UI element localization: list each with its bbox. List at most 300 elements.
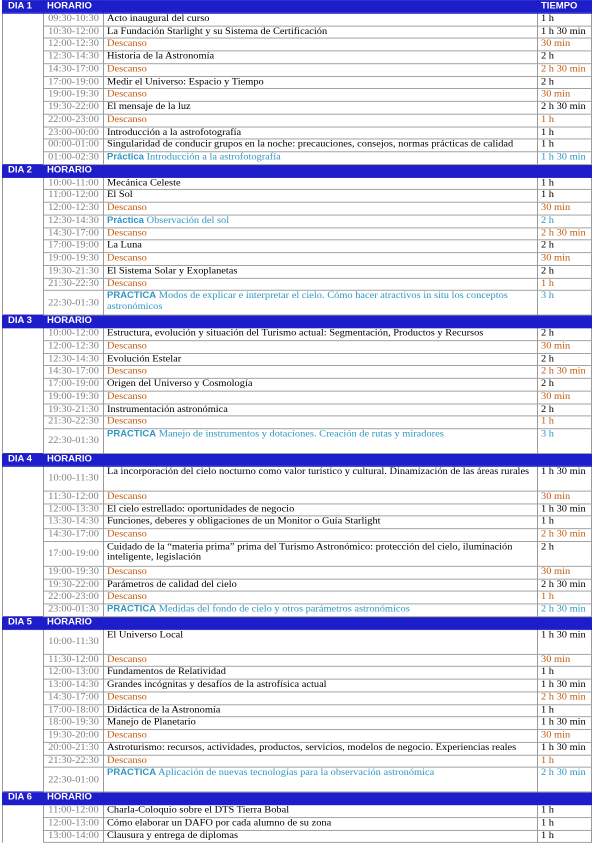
day-spacer-cell	[3, 391, 44, 404]
activity-cell	[104, 177, 538, 190]
time-cell: 22:30-01:00	[44, 767, 104, 792]
activity-text: Descanso	[107, 529, 147, 540]
duration-cell: 2 h	[538, 265, 592, 278]
activity-cell	[104, 366, 538, 379]
time-cell: 12:30-14:30	[44, 353, 104, 366]
duration-cell: 1 h	[538, 139, 592, 152]
activity-cell	[104, 152, 538, 165]
duration-cell: 2 h	[538, 404, 592, 417]
day-spacer-cell	[3, 13, 44, 26]
time-cell: 17:00-19:00	[44, 541, 104, 566]
time-cell: 00:00-01:00	[44, 139, 104, 152]
break-row	[3, 391, 592, 404]
time-cell: 22:00-23:00	[44, 591, 104, 604]
time-cell: 14:30-17:00	[44, 64, 104, 77]
activity-text: La incorporación del cielo nocturno como valor turístico y cultural. Dinamización de las áreas rurales	[107, 466, 530, 477]
activity-text: Descanso	[107, 391, 147, 402]
activity-text: Descanso	[107, 227, 147, 238]
session-row	[3, 76, 592, 89]
practice-row	[3, 429, 592, 454]
activity-text: El Sistema Solar y Exoplanetas	[107, 265, 238, 276]
day-spacer-cell	[3, 378, 44, 391]
activity-cell	[104, 692, 538, 705]
day-spacer-cell	[3, 817, 44, 830]
activity-cell	[104, 579, 538, 592]
duration-cell: 3 h	[538, 290, 592, 315]
activity-cell	[104, 240, 538, 253]
duration-cell: 2 h	[538, 378, 592, 391]
practice-row	[3, 215, 592, 228]
time-cell: 19:30-22:00	[44, 579, 104, 592]
session-row	[3, 466, 592, 491]
time-cell: 14:30-17:00	[44, 529, 104, 542]
time-cell: 14:30-17:00	[44, 366, 104, 379]
day-spacer-cell	[3, 290, 44, 315]
activity-cell	[104, 215, 538, 228]
time-cell: 10:00-11:30	[44, 466, 104, 491]
session-row	[3, 817, 592, 830]
time-cell: 17:00-19:00	[44, 240, 104, 253]
duration-cell: 1 h	[538, 177, 592, 190]
practice-row	[3, 604, 592, 617]
day-spacer-cell	[3, 491, 44, 504]
activity-cell	[104, 704, 538, 717]
time-cell: 11:00-12:00	[44, 805, 104, 818]
activity-text: Manejo de Planetario	[107, 717, 196, 728]
activity-text: Descanso	[107, 416, 147, 427]
practice-row	[3, 767, 592, 792]
activity-text: Medidas del fondo de cielo y otros parámetros astronómicos	[158, 604, 410, 615]
break-row	[3, 38, 592, 51]
time-cell: 13:30-14:30	[44, 516, 104, 529]
activity-text: Charla-Coloquio sobre el DTS Tierra Bobal	[107, 805, 290, 816]
activity-text: El cielo estrellado: oportunidades de negocio	[107, 503, 295, 515]
day-label: DIA 4	[3, 454, 44, 467]
time-cell: 10:00-12:00	[44, 328, 104, 341]
practice-keyword: PRÁCTICA	[107, 767, 157, 778]
time-cell: 01:00-02:30	[44, 152, 104, 165]
break-row	[3, 114, 592, 127]
time-cell: 12:00-13:00	[44, 667, 104, 680]
session-row	[3, 579, 592, 592]
day-spacer-cell	[3, 26, 44, 39]
activity-text: Descanso	[107, 202, 147, 213]
schedule-body	[3, 0, 592, 842]
break-row	[3, 529, 592, 542]
time-cell: 14:30-17:00	[44, 227, 104, 240]
activity-cell	[104, 76, 538, 89]
activity-cell	[104, 491, 538, 504]
activity-text: Descanso	[107, 89, 147, 100]
time-cell: 17:00-19:00	[44, 76, 104, 89]
session-row	[3, 667, 592, 680]
duration-column-header	[538, 617, 592, 630]
activity-cell	[104, 127, 538, 140]
duration-cell: 1 h	[538, 805, 592, 818]
break-row	[3, 692, 592, 705]
duration-cell: 1 h 30 min	[538, 629, 592, 654]
day-spacer-cell	[3, 805, 44, 818]
day-spacer-cell	[3, 404, 44, 417]
time-cell: 23:00-00:00	[44, 127, 104, 140]
day-spacer-cell	[3, 51, 44, 64]
duration-cell: 30 min	[538, 38, 592, 51]
activity-cell	[104, 429, 538, 454]
time-cell: 10:00-11:30	[44, 629, 104, 654]
duration-column-header	[538, 792, 592, 805]
session-row	[3, 704, 592, 717]
practice-row	[3, 290, 592, 315]
day-spacer-cell	[3, 541, 44, 566]
session-row	[3, 26, 592, 39]
day-header-row	[3, 454, 592, 467]
activity-text: La Luna	[107, 240, 142, 251]
activity-text: Descanso	[107, 591, 147, 602]
duration-cell: 30 min	[538, 89, 592, 102]
activity-cell	[104, 190, 538, 203]
activity-cell	[104, 340, 538, 353]
activity-text: El mensaje de la luz	[107, 101, 191, 112]
duration-cell: 2 h 30 min	[538, 529, 592, 542]
break-row	[3, 227, 592, 240]
duration-cell: 2 h 30 min	[538, 101, 592, 114]
time-cell: 21:30-22:30	[44, 278, 104, 291]
session-row	[3, 240, 592, 253]
activity-column-header	[104, 792, 538, 805]
duration-cell: 1 h	[538, 127, 592, 140]
session-row	[3, 139, 592, 152]
activity-text: Didáctica de la Astronomía	[107, 704, 221, 715]
day-label: DIA 2	[3, 164, 44, 177]
duration-cell: 1 h	[538, 704, 592, 717]
day-spacer-cell	[3, 529, 44, 542]
day-header-row	[3, 315, 592, 328]
activity-text: Clausura y entrega de diplomas	[107, 830, 238, 841]
day-spacer-cell	[3, 215, 44, 228]
day-spacer-cell	[3, 278, 44, 291]
time-cell: 18:00-19:30	[44, 717, 104, 730]
activity-cell	[104, 265, 538, 278]
duration-cell: 1 h	[538, 830, 592, 843]
activity-text: Funciones, deberes y obligaciones de un Monitor o Guía Starlight	[107, 516, 381, 527]
practice-row	[3, 152, 592, 165]
activity-cell	[104, 139, 538, 152]
activity-cell	[104, 830, 538, 843]
day-label: DIA 3	[3, 315, 44, 328]
break-row	[3, 202, 592, 215]
activity-text: Introducción a la astrofotografía	[146, 152, 281, 163]
duration-column-header	[538, 315, 592, 328]
day-label: DIA 5	[3, 617, 44, 630]
day-spacer-cell	[3, 353, 44, 366]
time-cell: 21:30-22:30	[44, 755, 104, 768]
break-row	[3, 366, 592, 379]
time-column-header: HORARIO	[44, 617, 104, 630]
activity-text: Descanso	[107, 38, 147, 49]
break-row	[3, 89, 592, 102]
duration-cell: 1 h	[538, 817, 592, 830]
time-cell: 19:00-19:30	[44, 391, 104, 404]
activity-text: Manejo de instrumentos y dotaciones. Creación de rutas y miradores	[158, 429, 444, 440]
session-row	[3, 805, 592, 818]
activity-text: Descanso	[107, 114, 147, 125]
day-spacer-cell	[3, 742, 44, 755]
day-spacer-cell	[3, 654, 44, 667]
time-column-header: HORARIO	[44, 792, 104, 805]
time-cell: 23:00-01:30	[44, 604, 104, 617]
duration-column-header: TIEMPO	[538, 0, 592, 13]
activity-text: Modos de explicar e interpretar el cielo. Cómo hacer atractivos in situ los conceptos astronómicos	[107, 290, 508, 312]
activity-cell	[104, 654, 538, 667]
day-spacer-cell	[3, 152, 44, 165]
duration-cell: 2 h 30 min	[538, 604, 592, 617]
duration-cell: 2 h 30 min	[538, 64, 592, 77]
day-spacer-cell	[3, 516, 44, 529]
break-row	[3, 491, 592, 504]
day-header-row	[3, 792, 592, 805]
activity-cell	[104, 64, 538, 77]
time-cell: 22:30-01:30	[44, 290, 104, 315]
activity-column-header	[104, 454, 538, 467]
day-header-row	[3, 617, 592, 630]
activity-text: Descanso	[107, 730, 147, 741]
duration-cell: 2 h	[538, 328, 592, 341]
activity-text: Descanso	[107, 278, 147, 289]
day-spacer-cell	[3, 139, 44, 152]
time-cell: 12:00-12:30	[44, 202, 104, 215]
activity-cell	[104, 253, 538, 266]
duration-cell: 2 h 30 min	[538, 692, 592, 705]
duration-cell: 2 h 30 min	[538, 366, 592, 379]
session-row	[3, 190, 592, 203]
day-spacer-cell	[3, 566, 44, 579]
time-cell: 19:30-21:30	[44, 265, 104, 278]
duration-cell: 1 h	[538, 190, 592, 203]
activity-cell	[104, 353, 538, 366]
activity-text: Aplicación de nuevas tecnologías para la observación astronómica	[158, 767, 435, 778]
time-cell: 22:00-23:00	[44, 114, 104, 127]
duration-cell: 2 h	[538, 353, 592, 366]
practice-keyword: Práctica	[107, 152, 144, 163]
activity-text: Instrumentación astronómica	[107, 403, 228, 415]
day-spacer-cell	[3, 503, 44, 516]
day-spacer-cell	[3, 755, 44, 768]
time-cell: 11:30-12:00	[44, 654, 104, 667]
day-spacer-cell	[3, 253, 44, 266]
activity-text: Descanso	[107, 654, 147, 665]
day-header-row	[3, 0, 592, 13]
session-row	[3, 177, 592, 190]
activity-cell	[104, 38, 538, 51]
activity-cell	[104, 604, 538, 617]
activity-text: Medir el Universo: Espacio y Tiempo	[107, 76, 264, 87]
practice-keyword: PRÁCTICA	[107, 290, 157, 302]
day-spacer-cell	[3, 202, 44, 215]
day-spacer-cell	[3, 328, 44, 341]
activity-text: Evolución Estelar	[107, 353, 182, 364]
day-spacer-cell	[3, 177, 44, 190]
day-label: DIA 6	[3, 792, 44, 805]
duration-cell: 1 h	[538, 667, 592, 680]
day-spacer-cell	[3, 190, 44, 203]
time-cell: 14:30-17:00	[44, 692, 104, 705]
duration-cell: 30 min	[538, 340, 592, 353]
activity-cell	[104, 679, 538, 692]
time-column-header: HORARIO	[44, 164, 104, 177]
activity-column-header	[104, 0, 538, 13]
session-row	[3, 679, 592, 692]
activity-column-header	[104, 315, 538, 328]
activity-cell	[104, 805, 538, 818]
activity-cell	[104, 767, 538, 792]
activity-cell	[104, 730, 538, 743]
activity-cell	[104, 717, 538, 730]
break-row	[3, 566, 592, 579]
activity-cell	[104, 629, 538, 654]
activity-cell	[104, 755, 538, 768]
duration-cell: 2 h	[538, 51, 592, 64]
activity-cell	[104, 466, 538, 491]
time-cell: 19:30-22:00	[44, 101, 104, 114]
duration-cell: 1 h 30 min	[538, 717, 592, 730]
time-cell: 19:30-21:30	[44, 404, 104, 417]
activity-text: Mecánica Celeste	[107, 177, 181, 188]
activity-cell	[104, 378, 538, 391]
session-row	[3, 503, 592, 516]
session-row	[3, 378, 592, 391]
activity-cell	[104, 26, 538, 39]
activity-text: Descanso	[107, 340, 147, 352]
activity-text: La Fundación Starlight y su Sistema de Certificación	[107, 26, 328, 37]
duration-cell: 30 min	[538, 391, 592, 404]
activity-text: Observación del sol	[146, 215, 230, 226]
activity-cell	[104, 541, 538, 566]
activity-text: Descanso	[107, 692, 147, 703]
duration-cell: 30 min	[538, 566, 592, 579]
activity-text: Cuidado de la “materia prima” prima del Turismo Astronómico: protección del cielo, iluminación inteligente, legislación	[107, 541, 513, 563]
duration-cell: 1 h 30 min	[538, 679, 592, 692]
duration-cell: 1 h	[538, 755, 592, 768]
break-row	[3, 730, 592, 743]
activity-text: Descanso	[107, 253, 147, 264]
break-row	[3, 591, 592, 604]
day-spacer-cell	[3, 692, 44, 705]
time-cell: 17:00-18:00	[44, 704, 104, 717]
activity-cell	[104, 742, 538, 755]
activity-cell	[104, 202, 538, 215]
day-spacer-cell	[3, 265, 44, 278]
session-row	[3, 13, 592, 26]
session-row	[3, 127, 592, 140]
session-row	[3, 101, 592, 114]
duration-cell: 30 min	[538, 730, 592, 743]
practice-keyword: PRÁCTICA	[107, 604, 157, 615]
break-row	[3, 64, 592, 77]
duration-cell: 1 h	[538, 114, 592, 127]
day-spacer-cell	[3, 629, 44, 654]
duration-cell: 1 h	[538, 278, 592, 291]
activity-cell	[104, 114, 538, 127]
day-spacer-cell	[3, 667, 44, 680]
day-spacer-cell	[3, 38, 44, 51]
duration-cell: 2 h 30 min	[538, 579, 592, 592]
session-row	[3, 51, 592, 64]
duration-cell: 2 h	[538, 76, 592, 89]
duration-cell: 2 h 30 min	[538, 227, 592, 240]
duration-cell: 1 h 30 min	[538, 742, 592, 755]
activity-text: Descanso	[107, 566, 147, 577]
day-header-row	[3, 164, 592, 177]
practice-keyword: PRÁCTICA	[107, 429, 157, 440]
duration-cell: 1 h 30 min	[538, 503, 592, 516]
duration-cell: 1 h 30 min	[538, 466, 592, 491]
duration-cell: 3 h	[538, 429, 592, 454]
session-row	[3, 717, 592, 730]
duration-cell: 1 h	[538, 13, 592, 26]
duration-cell: 2 h	[538, 240, 592, 253]
day-spacer-cell	[3, 101, 44, 114]
activity-cell	[104, 404, 538, 417]
break-row	[3, 253, 592, 266]
time-column-header: HORARIO	[44, 315, 104, 328]
time-cell: 21:30-22:30	[44, 416, 104, 429]
activity-cell	[104, 516, 538, 529]
day-spacer-cell	[3, 429, 44, 454]
activity-text: El Sol	[107, 190, 133, 201]
duration-cell: 1 h 30 min	[538, 152, 592, 165]
activity-cell	[104, 391, 538, 404]
duration-cell: 30 min	[538, 491, 592, 504]
break-row	[3, 340, 592, 353]
session-row	[3, 516, 592, 529]
activity-cell	[104, 13, 538, 26]
activity-cell	[104, 89, 538, 102]
day-spacer-cell	[3, 466, 44, 491]
day-spacer-cell	[3, 114, 44, 127]
activity-column-header	[104, 164, 538, 177]
activity-text: Historia de la Astronomía	[107, 51, 215, 62]
session-row	[3, 830, 592, 843]
activity-cell	[104, 290, 538, 315]
time-cell: 12:30-14:30	[44, 51, 104, 64]
activity-column-header	[104, 617, 538, 630]
time-cell: 12:00-12:30	[44, 340, 104, 353]
day-spacer-cell	[3, 240, 44, 253]
time-cell: 19:30-20:00	[44, 730, 104, 743]
duration-cell: 1 h 30 min	[538, 26, 592, 39]
duration-cell: 30 min	[538, 202, 592, 215]
activity-cell	[104, 227, 538, 240]
session-row	[3, 265, 592, 278]
day-spacer-cell	[3, 767, 44, 792]
break-row	[3, 416, 592, 429]
time-cell: 13:00-14:00	[44, 830, 104, 843]
day-spacer-cell	[3, 591, 44, 604]
duration-column-header	[538, 454, 592, 467]
session-row	[3, 353, 592, 366]
activity-cell	[104, 503, 538, 516]
day-spacer-cell	[3, 830, 44, 843]
day-spacer-cell	[3, 366, 44, 379]
session-row	[3, 404, 592, 417]
time-cell: 09:30-10:30	[44, 13, 104, 26]
activity-text: Introducción a la astrofotografía	[107, 127, 242, 138]
time-cell: 22:30-01:30	[44, 429, 104, 454]
activity-text: El Universo Local	[107, 629, 184, 640]
duration-cell: 1 h	[538, 516, 592, 529]
time-cell: 13:00-14:30	[44, 679, 104, 692]
session-row	[3, 742, 592, 755]
